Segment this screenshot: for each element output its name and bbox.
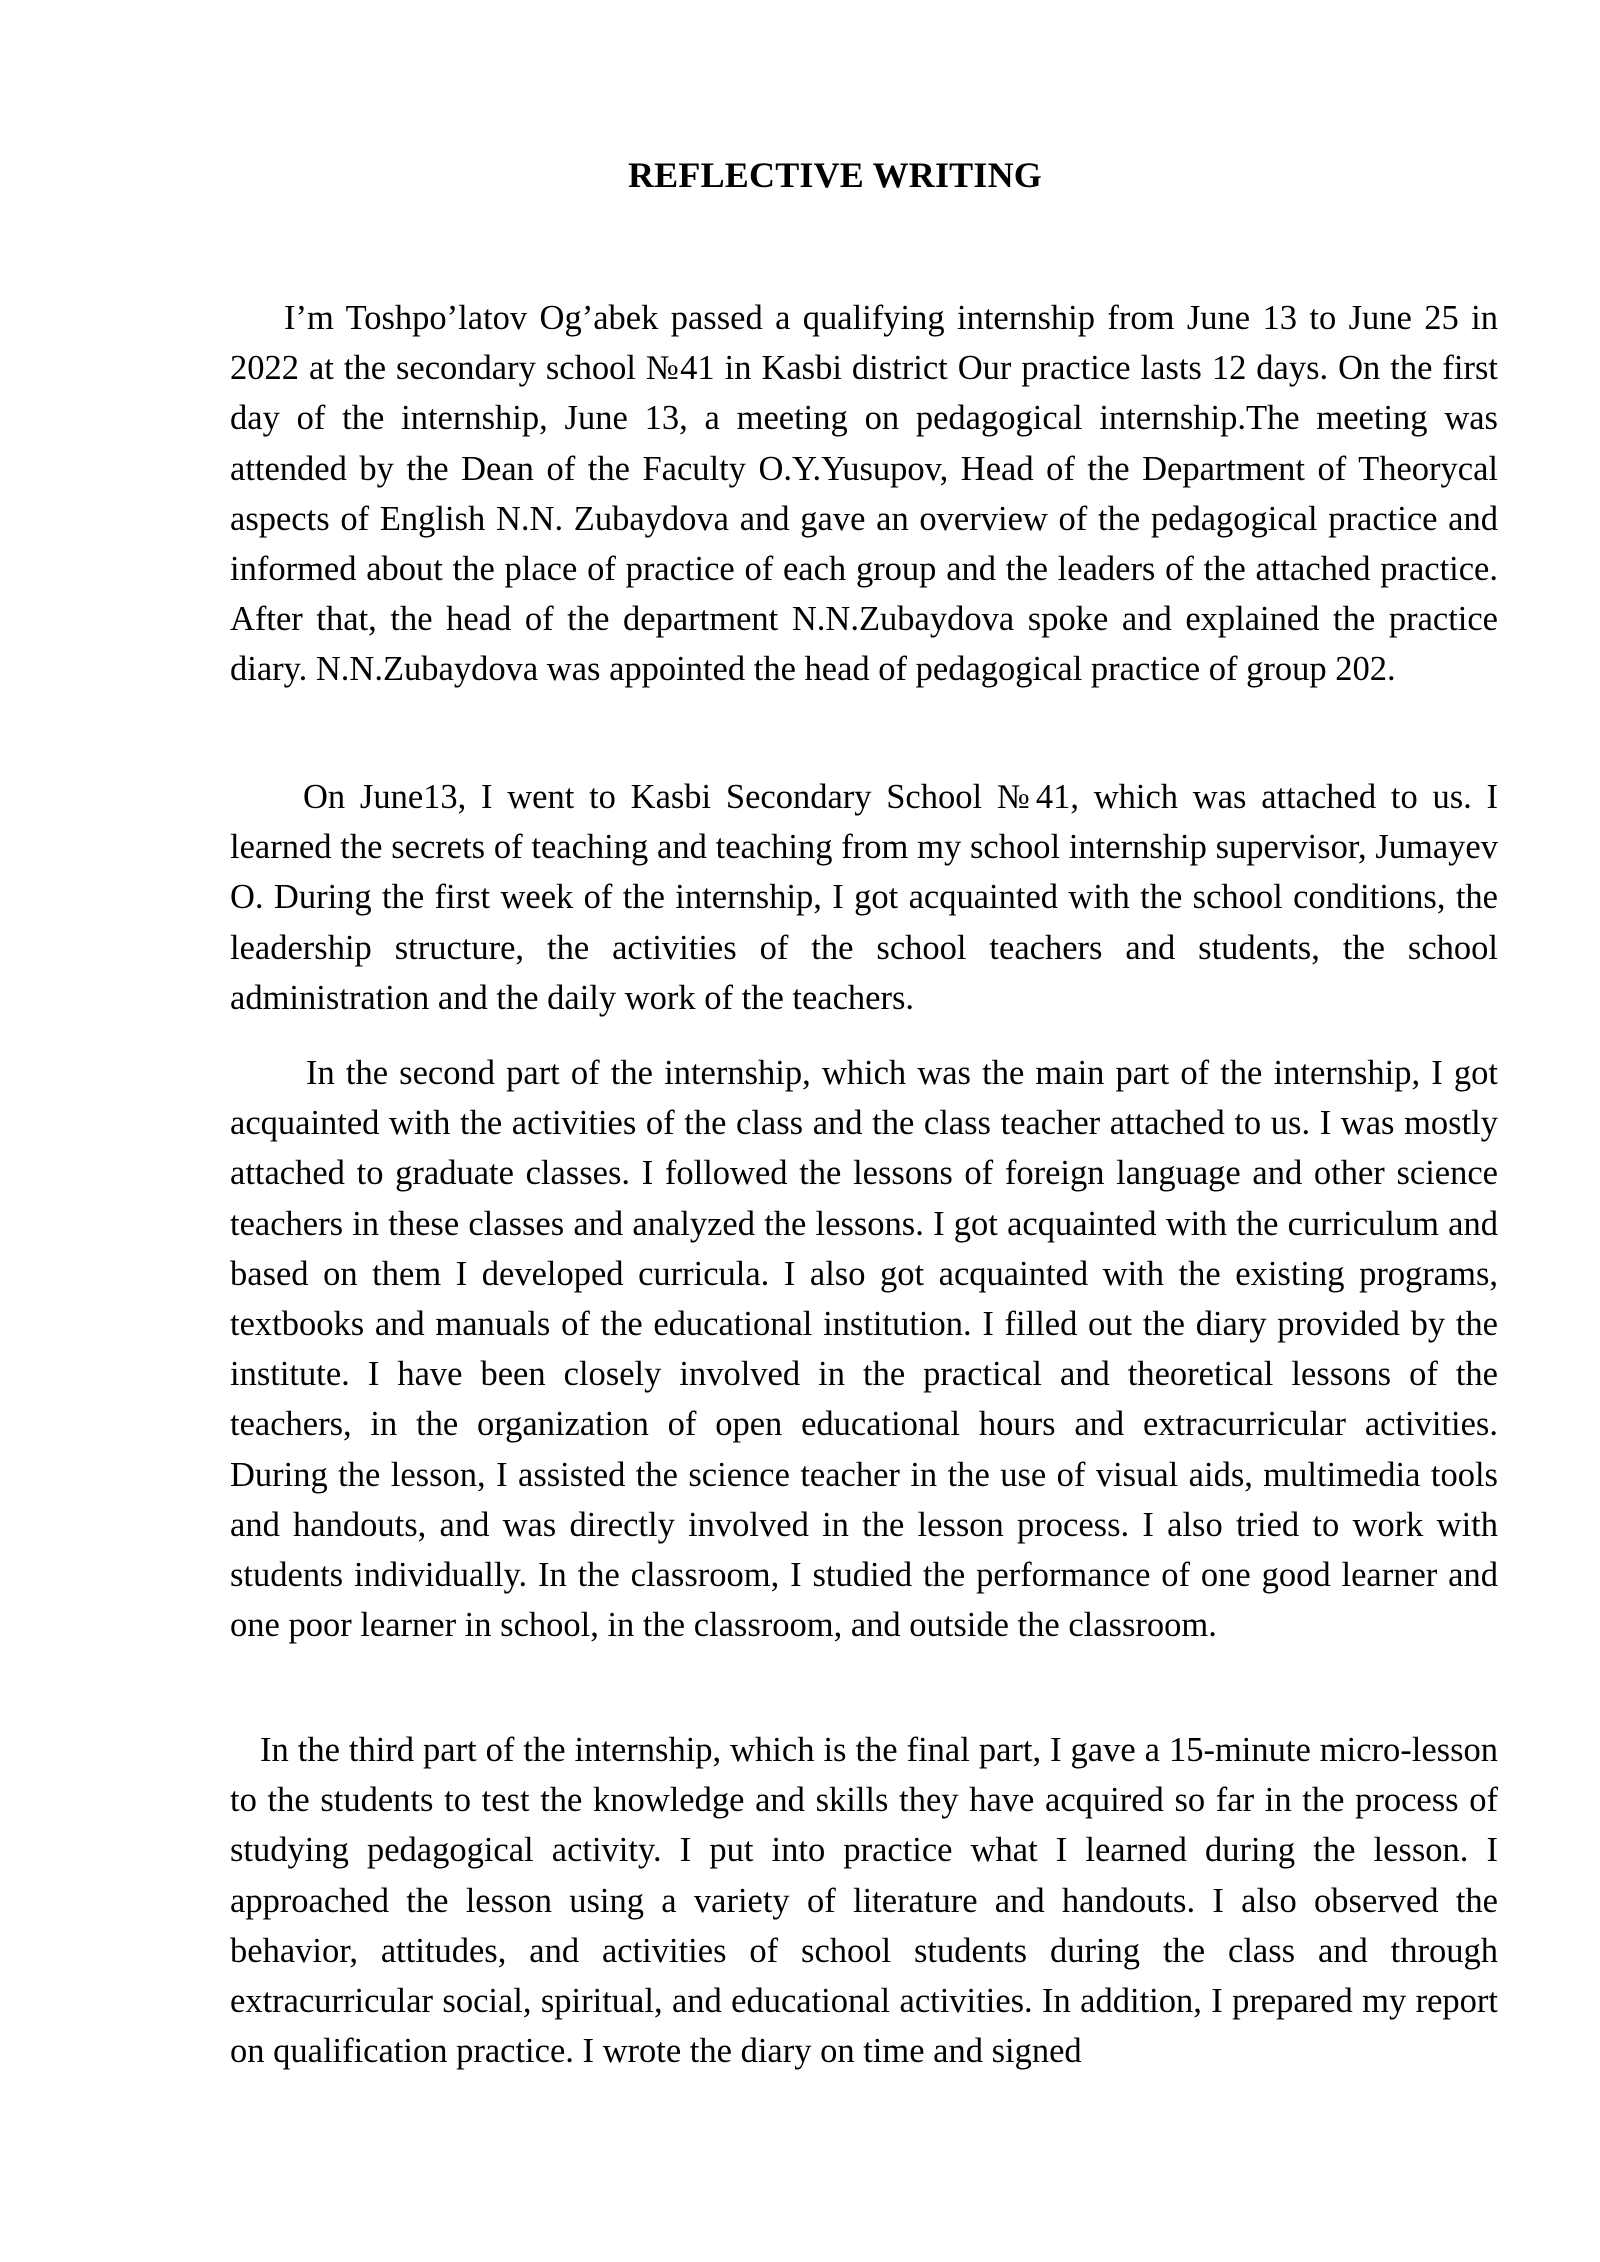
paragraph-3: In the second part of the internship, which was the main part of the internship, I got acquainted with the activities of the class and the class teacher attached to us. I was mostly attached to graduate classes. I followed the lessons of foreign language and other science teachers in these classes and analyzed the lessons. I got acquainted with the curriculum and based on them I developed curricula. I also got acquainted with the existing programs, textbooks and manuals of the educational institution. I filled out the diary provided by the institute. I have been closely involved in the practical and theoretical lessons of the teachers, in the organization of open educational hours and extracurricular activities. During the lesson, I assisted the science teacher in the use of visual aids, multimedia tools and handouts, and was directly involved in the lesson process. I also tried to work with students individually. In the classroom, I studied the performance of one good learner and one poor learner in school, in the classroom, and outside the classroom. [230,1054,1498,1645]
paragraph-1: I’m Toshpo’latov Og’abek passed a qualifying internship from June 13 to June 25 in 2022 at the secondary school №41 in Kasbi district Our practice lasts 12 days. On the first day of the internship, June 13, a meeting on pedagogical internship.The meeting was attended by the Dean of the Faculty O.Y.Yusupov, Head of the Department of Theorycal aspects of English N.N. Zubaydova and gave an overview of the pedagogical practice and informed about the place of practice of each group and the leaders of the attached practice. After that, the head of the department N.N.Zubaydova spoke and explained the practice diary. N.N.Zubaydova was appointed the head of pedagogical practice of group 202. [230,299,1498,689]
paragraph-2: On June13, I went to Kasbi Secondary School №41, which was attached to us. I learned the secrets of teaching and teaching from my school internship supervisor, Jumayev O. During the first week of the internship, I got acquainted with the school conditions, the leadership structure, the activities of the school teachers and students, the school administration and the daily work of the teachers. [230,778,1498,1017]
document-title: REFLECTIVE WRITING [627,155,1043,195]
paragraph-4: In the third part of the internship, which is the final part, I gave a 15-minute micro-lesson to the students to test the knowledge and skills they have acquired so far in the process of studying pedagogical activity. I put into practice what I learned during the lesson. I approached the lesson using a variety of literature and handouts. I also observed the behavior, attitudes, and activities of school students during the class and through extracurricular social, spiritual, and educational activities. In addition, I prepared my report on qualification practice. I wrote the diary on time and signed [230,1731,1498,2071]
